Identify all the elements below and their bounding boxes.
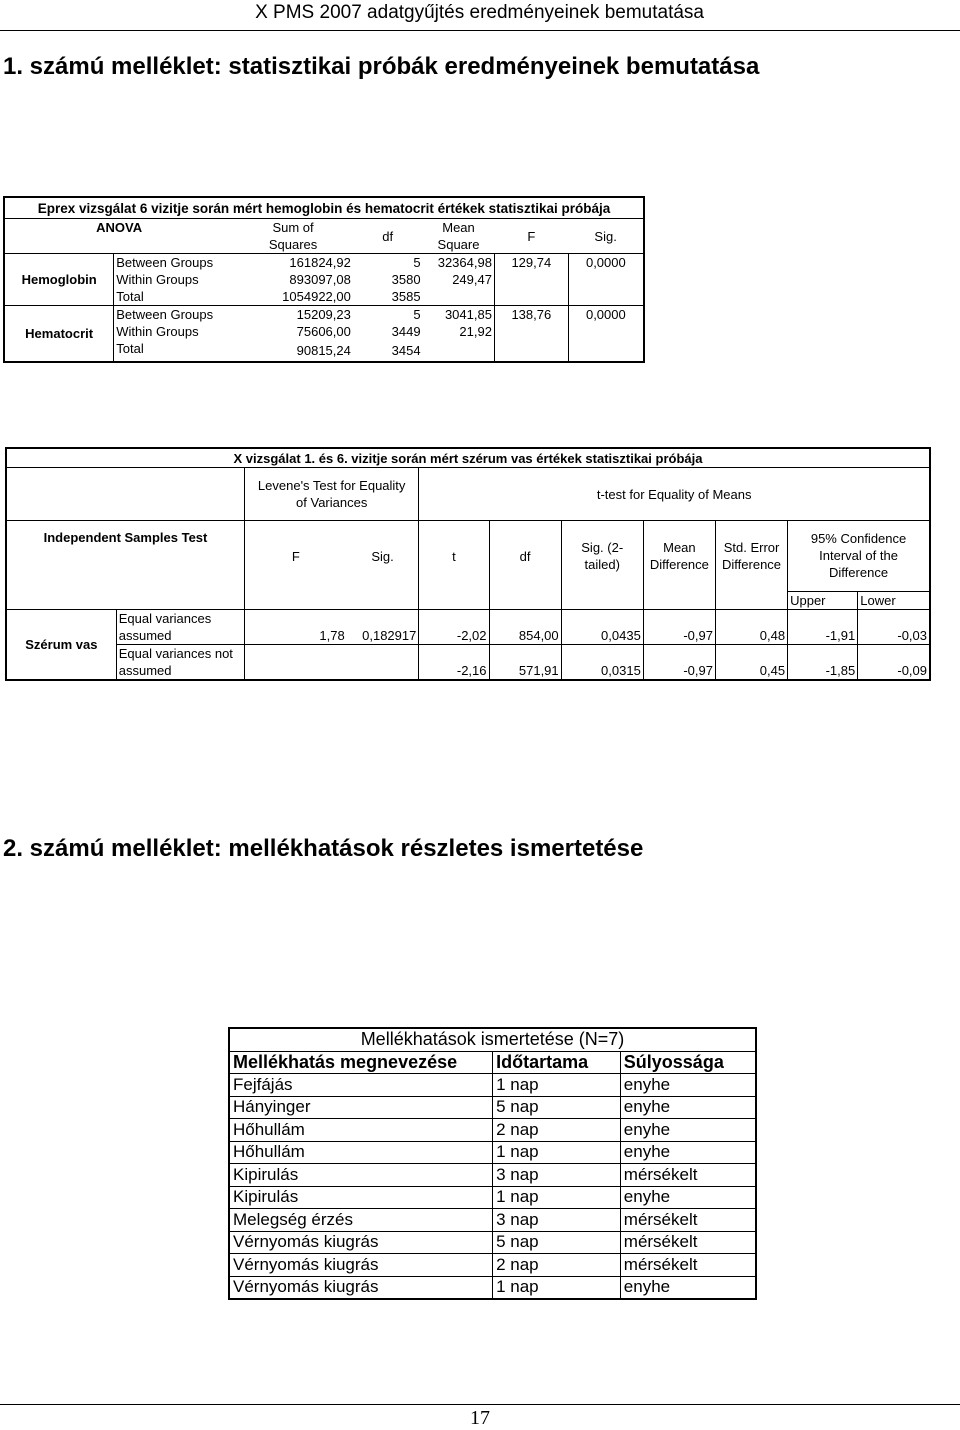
col-f: F — [291, 548, 300, 564]
source-cell: Total — [116, 289, 144, 304]
col-std-error — [715, 521, 787, 592]
std-error-cell: 0,45 — [715, 662, 787, 680]
col-lower: Lower — [858, 591, 930, 609]
sig-cell: 0,0000 — [568, 306, 644, 363]
df-cell: 854,00 — [489, 627, 561, 645]
severity-cell: enyhe — [620, 1119, 756, 1142]
ss-cell: 90815,24 — [296, 343, 351, 358]
anova-label: ANOVA — [96, 220, 143, 235]
col-sig: Sig. — [594, 228, 617, 244]
severity-cell: mérsékelt — [620, 1164, 756, 1187]
group-hematocrit: Hematocrit — [4, 306, 114, 363]
col-sum-squares-1: Sum of — [272, 220, 314, 235]
t-cell: -2,16 — [419, 662, 489, 680]
anova-table — [3, 196, 645, 363]
table-row — [4, 306, 644, 324]
table-row — [229, 1141, 756, 1164]
col-sum-squares-2: Squares — [268, 237, 318, 252]
ms-cell — [423, 288, 495, 306]
row1-label-2: assumed — [116, 627, 244, 645]
ms-cell: 32364,98 — [423, 254, 495, 272]
ms-cell — [423, 340, 495, 362]
ss-cell: 75606,00 — [296, 324, 351, 339]
anova-caption: Eprex vizsgálat 6 vizitje során mért hemoglobin és hematocrit értékek statisztikai próbája — [4, 197, 644, 219]
col-confidence-line-1: 95% Confidence — [810, 531, 907, 547]
col-sig: Sig. — [347, 521, 419, 592]
severity-cell: enyhe — [620, 1074, 756, 1097]
df-cell: 3585 — [391, 289, 421, 304]
ss-cell: 893097,08 — [289, 272, 351, 287]
severity-cell: enyhe — [620, 1276, 756, 1299]
source-cell: Within Groups — [116, 324, 199, 339]
df-cell: 5 — [353, 254, 423, 272]
source-cell: Between Groups — [114, 306, 233, 324]
name-cell: Hányinger — [229, 1096, 493, 1119]
t-cell: -2,02 — [419, 627, 489, 645]
page-number: 17 — [470, 1407, 490, 1429]
col-confidence-line-3: Difference — [829, 565, 889, 581]
severity-cell: mérsékelt — [620, 1209, 756, 1232]
severity-cell: mérsékelt — [620, 1231, 756, 1254]
ms-cell: 3041,85 — [423, 306, 495, 324]
f-cell: 1,78 — [319, 627, 345, 643]
section1-title: 1. számú melléklet: statisztikai próbák eredményeinek bemutatása — [3, 53, 760, 80]
sig-cell: 0,182917 — [347, 627, 419, 645]
source-cell: Within Groups — [116, 272, 199, 287]
duration-cell: 5 nap — [493, 1096, 621, 1119]
severity-cell: mérsékelt — [620, 1254, 756, 1277]
table-row — [229, 1254, 756, 1277]
sig-cell: 0,0000 — [568, 254, 644, 306]
table-row — [229, 1074, 756, 1097]
mean-diff-cell: -0,97 — [643, 662, 715, 680]
col-mean-square-2: Square — [437, 237, 480, 252]
table-row — [229, 1119, 756, 1142]
mean-diff-cell: -0,97 — [643, 627, 715, 645]
table-row — [6, 609, 930, 627]
col-sig2 — [561, 521, 643, 592]
duration-cell: 2 nap — [493, 1119, 621, 1142]
col-df: df — [382, 228, 394, 244]
source-cell: Total — [116, 341, 144, 356]
ttest-table — [5, 447, 931, 681]
col-sig2-line-1: Sig. (2- — [581, 540, 624, 555]
running-header: X PMS 2007 adatgyűjtés eredményeinek bemutatása — [255, 2, 704, 23]
side-effects-caption: Mellékhatások ismertetése (N=7) — [229, 1028, 756, 1051]
severity-cell: enyhe — [620, 1141, 756, 1164]
name-cell: Vérnyomás kiugrás — [229, 1254, 493, 1277]
row2-label-1: Equal variances not — [116, 644, 244, 662]
df-cell: 3454 — [391, 343, 421, 358]
col-name: Mellékhatás megnevezése — [229, 1051, 493, 1074]
duration-cell: 1 nap — [493, 1074, 621, 1097]
severity-cell: enyhe — [620, 1186, 756, 1209]
col-df: df — [489, 521, 561, 592]
row2-label-2: assumed — [116, 662, 244, 680]
ttest-label: Independent Samples Test — [6, 521, 245, 592]
df-cell: 5 — [353, 306, 423, 324]
section2-title: 2. számú melléklet: mellékhatások részletes ismertetése — [3, 835, 644, 862]
col-mean-diff-line-2: Difference — [649, 557, 709, 572]
table-row — [4, 254, 644, 272]
ss-cell: 161824,92 — [233, 254, 353, 272]
duration-cell: 3 nap — [493, 1209, 621, 1232]
lower-cell: -0,09 — [897, 662, 927, 678]
table-row — [229, 1164, 756, 1187]
header-rule — [0, 30, 960, 31]
col-mean-diff-line-1: Mean — [663, 540, 696, 555]
table-row — [6, 627, 930, 645]
variable-label: Szérum vas — [6, 609, 116, 680]
footer-rule — [0, 1404, 960, 1405]
name-cell: Vérnyomás kiugrás — [229, 1231, 493, 1254]
col-sig2-line-2: tailed) — [584, 557, 620, 572]
ms-cell: 249,47 — [423, 271, 495, 288]
table-row — [229, 1231, 756, 1254]
table-row — [6, 662, 930, 680]
ss-cell: 1054922,00 — [282, 289, 351, 304]
duration-cell: 1 nap — [493, 1276, 621, 1299]
col-std-error-line-2: Difference — [722, 557, 782, 572]
sig2-cell: 0,0315 — [561, 662, 643, 680]
col-t: t — [419, 521, 489, 592]
duration-cell: 2 nap — [493, 1254, 621, 1277]
name-cell: Kipirulás — [229, 1186, 493, 1209]
lower-cell: -0,03 — [897, 627, 927, 643]
duration-cell: 1 nap — [493, 1186, 621, 1209]
levene-line-1: Levene's Test for Equality — [257, 478, 406, 493]
ttest-caption: X vizsgálat 1. és 6. vizitje során mért szérum vas értékek statisztikai próbája — [6, 448, 930, 468]
name-cell: Hőhullám — [229, 1141, 493, 1164]
col-mean-square-1: Mean — [442, 220, 475, 235]
name-cell: Hőhullám — [229, 1119, 493, 1142]
levene-header — [245, 468, 419, 521]
col-upper: Upper — [788, 591, 858, 609]
duration-cell: 3 nap — [493, 1164, 621, 1187]
f-cell: 129,74 — [494, 254, 568, 306]
group-hemoglobin: Hemoglobin — [4, 254, 114, 306]
col-mean-diff — [643, 521, 715, 592]
name-cell: Fejfájás — [229, 1074, 493, 1097]
col-duration: Időtartama — [493, 1051, 621, 1074]
severity-cell: enyhe — [620, 1096, 756, 1119]
row1-label-1: Equal variances — [116, 609, 244, 627]
df-cell: 3449 — [391, 324, 421, 339]
table-row — [229, 1096, 756, 1119]
df-cell: 571,91 — [489, 662, 561, 680]
name-cell: Melegség érzés — [229, 1209, 493, 1232]
duration-cell: 5 nap — [493, 1231, 621, 1254]
f-cell: 138,76 — [494, 306, 568, 363]
table-row — [229, 1209, 756, 1232]
col-confidence — [788, 521, 930, 592]
table-row — [229, 1186, 756, 1209]
std-error-cell: 0,48 — [715, 627, 787, 645]
source-cell: Between Groups — [114, 254, 233, 272]
name-cell: Kipirulás — [229, 1164, 493, 1187]
side-effects-table — [228, 1027, 757, 1300]
name-cell: Vérnyomás kiugrás — [229, 1276, 493, 1299]
col-severity: Súlyossága — [620, 1051, 756, 1074]
upper-cell: -1,91 — [788, 627, 858, 645]
col-std-error-line-1: Std. Error — [723, 540, 780, 555]
col-confidence-line-2: Interval of the — [819, 548, 898, 564]
upper-cell: -1,85 — [788, 662, 858, 680]
ss-cell: 15209,23 — [233, 306, 353, 324]
table-row — [229, 1276, 756, 1299]
duration-cell: 1 nap — [493, 1141, 621, 1164]
df-cell: 3580 — [391, 272, 421, 287]
col-f: F — [527, 228, 536, 244]
levene-line-2: of Variances — [296, 495, 368, 510]
table-row — [6, 644, 930, 662]
ms-cell: 21,92 — [423, 323, 495, 340]
ttest-header: t-test for Equality of Means — [419, 468, 930, 521]
sig2-cell: 0,0435 — [561, 627, 643, 645]
